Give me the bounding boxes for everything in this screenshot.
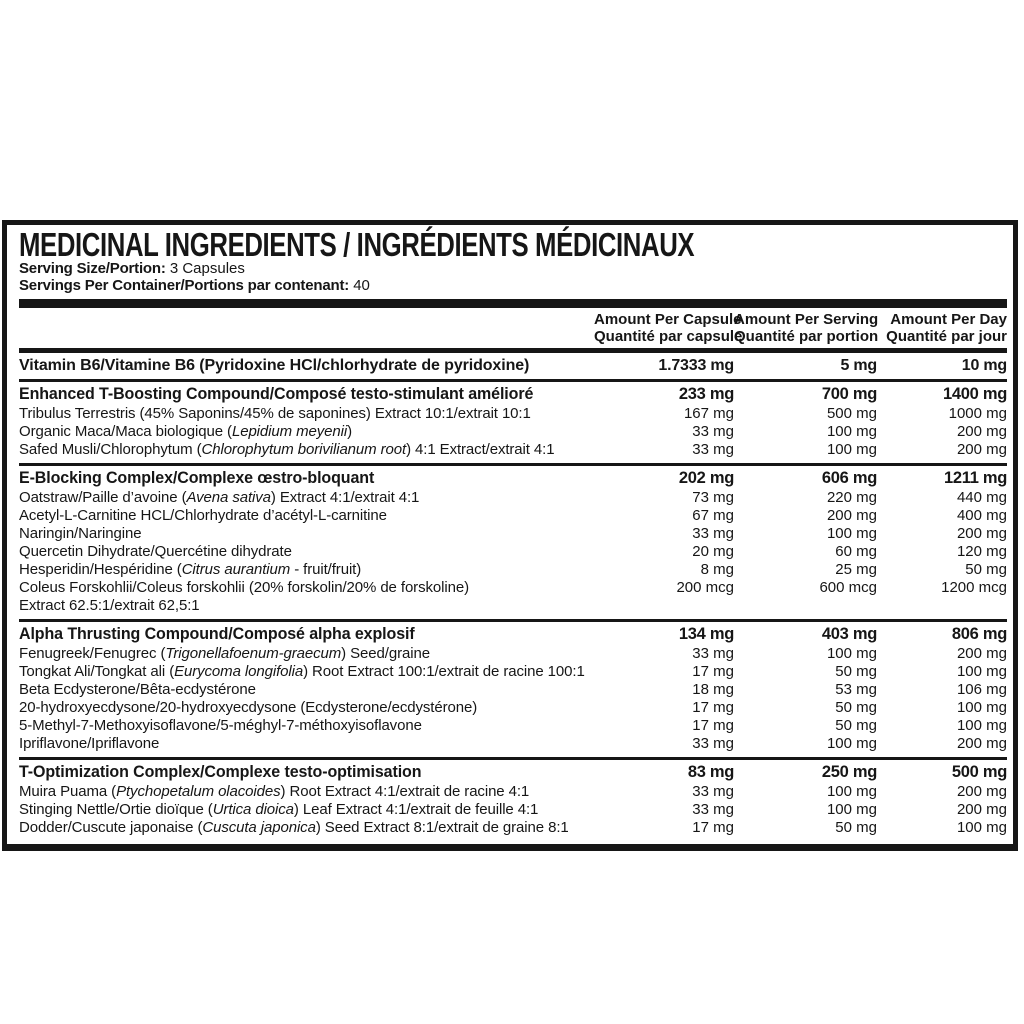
ingredient-row <box>19 441 1007 459</box>
amount-per-day: 100 mg <box>956 699 1007 716</box>
ingredient-name <box>19 681 594 699</box>
amount-per-capsule: 8 mg <box>700 561 734 578</box>
amount-per-capsule: 33 mg <box>692 645 734 662</box>
ingredient-name-text: Extract 62.5:1/extrait 62,5:1 <box>19 597 200 614</box>
ingredient-name-text: Alpha Thrusting Compound/Composé alpha explosif <box>19 625 415 643</box>
servings-per-container-label: Servings Per Container/Portions par contenant: <box>19 276 350 294</box>
ingredient-name-text: Tongkat Ali/Tongkat ali ( <box>19 663 175 680</box>
ingredient-name-text: Fenugreek/Fenugrec ( <box>19 645 166 662</box>
amount-per-day: 1000 mg <box>948 405 1007 422</box>
ingredient-name-text: 5-Methyl-7-Methoxyisoflavone/5-méghyl-7-méthoxyisoflavone <box>19 717 422 734</box>
ingredient-name-text: Safed Musli/Chlorophytum ( <box>19 441 202 458</box>
ingredient-latin-name: Chlorophytum borivilianum root <box>201 441 407 458</box>
ingredient-row <box>19 597 1007 615</box>
amount-per-capsule: 17 mg <box>692 717 734 734</box>
ingredient-section <box>19 623 1007 756</box>
section-divider <box>19 463 1007 466</box>
amount-per-day: 100 mg <box>956 819 1007 836</box>
ingredient-row <box>19 819 1007 837</box>
amount-per-capsule: 33 mg <box>692 423 734 440</box>
ingredient-row <box>19 625 1007 644</box>
divider-bar-thick <box>19 299 1007 308</box>
amount-per-serving: 50 mg <box>835 699 877 716</box>
amount-per-day: 1200 mcg <box>941 579 1007 596</box>
ingredient-row <box>19 663 1007 681</box>
ingredient-row <box>19 801 1007 819</box>
amount-per-serving: 200 mg <box>826 507 877 524</box>
ingredient-row <box>19 423 1007 441</box>
ingredient-name-text: ) Root Extract 4:1/extrait de racine 4:1 <box>280 783 530 800</box>
ingredient-name-text: Quercetin Dihydrate/Quercétine dihydrate <box>19 543 292 560</box>
ingredient-name-text: ) 4:1 Extract/extrait 4:1 <box>406 441 555 458</box>
amount-per-capsule: 167 mg <box>683 405 734 422</box>
panel-title: MEDICINAL INGREDIENTS / INGRÉDIENTS MÉDICINAUX <box>19 226 695 263</box>
amount-per-serving: 606 mg <box>821 469 877 487</box>
ingredient-latin-name: Ptychopetalum olacoides <box>116 783 281 800</box>
ingredient-name-text: Vitamin B6/Vitamine B6 (Pyridoxine HCl/chlorhydrate de pyridoxine) <box>19 357 530 374</box>
ingredient-section <box>19 467 1007 618</box>
ingredient-name-text: Hesperidin/Hespéridine ( <box>19 561 182 578</box>
amount-per-capsule: 134 mg <box>678 625 734 643</box>
amount-per-capsule: 33 mg <box>692 441 734 458</box>
ingredient-name-text: ) <box>347 423 352 440</box>
amount-per-capsule: 83 mg <box>687 763 734 781</box>
ingredient-name <box>19 663 594 681</box>
ingredient-row <box>19 507 1007 525</box>
ingredient-name-text: ) Extract 4:1/extrait 4:1 <box>270 489 420 506</box>
amount-per-capsule: 18 mg <box>692 681 734 698</box>
servings-per-container-line <box>19 278 1007 295</box>
ingredient-name <box>19 735 594 753</box>
medicinal-ingredients-panel <box>2 220 1018 851</box>
amount-per-day: 200 mg <box>956 441 1007 458</box>
ingredient-latin-name: Citrus aurantium <box>181 561 291 578</box>
ingredient-row <box>19 405 1007 423</box>
amount-per-serving: 220 mg <box>826 489 877 506</box>
section-divider <box>19 757 1007 760</box>
ingredient-name <box>19 717 594 735</box>
ingredient-row <box>19 645 1007 663</box>
ingredient-name <box>19 625 577 644</box>
serving-size-line <box>19 261 1007 278</box>
amount-per-serving: 50 mg <box>835 819 877 836</box>
ingredient-name <box>19 441 594 459</box>
ingredient-name <box>19 385 577 404</box>
ingredient-latin-name: Cuscuta japonica <box>202 819 316 836</box>
ingredient-name-text: ) Leaf Extract 4:1/extrait de feuille 4:1 <box>293 801 539 818</box>
amount-per-day: 200 mg <box>956 423 1007 440</box>
amount-per-day: 1400 mg <box>943 385 1007 403</box>
ingredient-row <box>19 385 1007 404</box>
amount-per-day: 200 mg <box>956 525 1007 542</box>
ingredient-name <box>19 489 594 507</box>
amount-per-day: 200 mg <box>956 801 1007 818</box>
amount-per-day: 10 mg <box>961 357 1007 374</box>
ingredient-name <box>19 405 594 423</box>
column-header-per-capsule: Amount Per Capsule Quantité par capsule <box>594 311 743 345</box>
amount-per-day: 440 mg <box>956 489 1007 506</box>
ingredient-name <box>19 645 594 663</box>
ingredient-name-text: ) Root Extract 100:1/extrait de racine 100:1 <box>303 663 585 680</box>
ingredient-name <box>19 525 594 543</box>
ingredient-name <box>19 763 577 782</box>
ingredient-name-text: ) Seed/graine <box>341 645 430 662</box>
amount-per-capsule: 33 mg <box>692 525 734 542</box>
amount-per-day: 120 mg <box>956 543 1007 560</box>
ingredient-row <box>19 489 1007 507</box>
ingredient-row <box>19 783 1007 801</box>
amount-per-day: 106 mg <box>956 681 1007 698</box>
amount-per-serving: 403 mg <box>821 625 877 643</box>
amount-per-capsule: 1.7333 mg <box>658 357 734 374</box>
section-divider <box>19 619 1007 622</box>
amount-per-day: 100 mg <box>956 663 1007 680</box>
amount-per-serving: 700 mg <box>821 385 877 403</box>
amount-per-capsule: 17 mg <box>692 699 734 716</box>
ingredient-name-text: Stinging Nettle/Ortie dioïque ( <box>19 801 213 818</box>
ingredient-name-text: Ipriflavone/Ipriflavone <box>19 735 160 752</box>
ingredient-row <box>19 561 1007 579</box>
ingredient-name <box>19 469 577 488</box>
amount-per-capsule: 33 mg <box>692 735 734 752</box>
ingredient-name-text: Dodder/Cuscute japonaise ( <box>19 819 203 836</box>
amount-per-capsule: 200 mcg <box>676 579 734 596</box>
serving-size-value: 3 Capsules <box>169 260 245 277</box>
amount-per-capsule: 67 mg <box>692 507 734 524</box>
amount-per-day: 500 mg <box>951 763 1007 781</box>
ingredient-name-text: Enhanced T-Boosting Compound/Composé testo-stimulant amélioré <box>19 385 534 403</box>
ingredient-name <box>19 356 594 376</box>
amount-per-day: 806 mg <box>951 625 1007 643</box>
amount-per-serving: 50 mg <box>835 663 877 680</box>
ingredient-row <box>19 763 1007 782</box>
ingredient-latin-name: Urtica dioica <box>212 801 294 818</box>
amount-per-serving: 5 mg <box>840 357 877 374</box>
amount-per-day: 400 mg <box>956 507 1007 524</box>
ingredient-row <box>19 681 1007 699</box>
amount-per-serving: 500 mg <box>826 405 877 422</box>
section-divider <box>19 379 1007 382</box>
ingredient-name-text: - fruit/fruit) <box>290 561 362 578</box>
ingredient-row <box>19 579 1007 597</box>
ingredient-table <box>19 353 1007 840</box>
amount-per-serving: 100 mg <box>826 801 877 818</box>
column-headers <box>19 308 1007 348</box>
amount-per-day: 1211 mg <box>943 469 1007 487</box>
ingredient-name-text: Naringin/Naringine <box>19 525 142 542</box>
amount-per-serving: 100 mg <box>826 423 877 440</box>
amount-per-serving: 100 mg <box>826 735 877 752</box>
ingredient-name-text: Tribulus Terrestris (45% Saponins/45% de saponines) Extract 10:1/extrait 10:1 <box>19 405 531 422</box>
amount-per-serving: 60 mg <box>835 543 877 560</box>
ingredient-name-text: Muira Puama ( <box>19 783 117 800</box>
amount-per-capsule: 73 mg <box>692 489 734 506</box>
ingredient-row <box>19 543 1007 561</box>
column-header-per-day: Amount Per Day Quantité par jour <box>886 311 1007 345</box>
ingredient-name <box>19 579 594 597</box>
amount-per-serving: 50 mg <box>835 717 877 734</box>
ingredient-row <box>19 353 1007 378</box>
amount-per-capsule: 17 mg <box>692 663 734 680</box>
amount-per-serving: 100 mg <box>826 441 877 458</box>
ingredient-name <box>19 783 594 801</box>
ingredient-name-text: T-Optimization Complex/Complexe testo-optimisation <box>19 763 422 781</box>
amount-per-serving: 53 mg <box>835 681 877 698</box>
ingredient-name <box>19 543 594 561</box>
amount-per-capsule: 17 mg <box>692 819 734 836</box>
ingredient-row <box>19 469 1007 488</box>
ingredient-section <box>19 761 1007 840</box>
ingredient-name <box>19 561 594 579</box>
amount-per-capsule: 20 mg <box>692 543 734 560</box>
amount-per-serving: 25 mg <box>835 561 877 578</box>
ingredient-name-text: Beta Ecdysterone/Bêta-ecdystérone <box>19 681 256 698</box>
ingredient-latin-name: Eurycoma longifolia <box>174 663 304 680</box>
ingredient-name <box>19 801 594 819</box>
amount-per-serving: 100 mg <box>826 783 877 800</box>
amount-per-capsule: 33 mg <box>692 801 734 818</box>
ingredient-name-text: Organic Maca/Maca biologique ( <box>19 423 232 440</box>
serving-size-label: Serving Size/Portion: <box>19 260 166 277</box>
ingredient-name-text: 20-hydroxyecdysone/20-hydroxyecdysone (Ecdysterone/ecdystérone) <box>19 699 478 716</box>
ingredient-row <box>19 525 1007 543</box>
ingredient-name-text: Oatstraw/Paille d’avoine ( <box>19 489 187 506</box>
ingredient-name-text: Acetyl-L-Carnitine HCL/Chlorhydrate d’acétyl-L-carnitine <box>19 507 387 524</box>
ingredient-name-text: Coleus Forskohlii/Coleus forskohlii (20% forskolin/20% de forskoline) <box>19 579 469 596</box>
amount-per-day: 100 mg <box>956 717 1007 734</box>
ingredient-latin-name: Lepidium meyenii <box>231 423 348 440</box>
amount-per-day: 50 mg <box>965 561 1007 578</box>
amount-per-serving: 250 mg <box>821 763 877 781</box>
ingredient-row <box>19 717 1007 735</box>
ingredient-name <box>19 699 594 717</box>
amount-per-serving: 600 mcg <box>819 579 877 596</box>
ingredient-section <box>19 383 1007 462</box>
ingredient-name <box>19 819 594 837</box>
ingredient-name-text: ) Seed Extract 8:1/extrait de graine 8:1 <box>315 819 569 836</box>
amount-per-serving: 100 mg <box>826 645 877 662</box>
amount-per-day: 200 mg <box>956 783 1007 800</box>
amount-per-capsule: 233 mg <box>678 385 734 403</box>
amount-per-capsule: 33 mg <box>692 783 734 800</box>
ingredient-row <box>19 699 1007 717</box>
ingredient-name-text: E-Blocking Complex/Complexe œstro-bloquant <box>19 469 375 487</box>
ingredient-name <box>19 423 594 441</box>
servings-per-container-value: 40 <box>353 276 370 294</box>
ingredient-row <box>19 735 1007 753</box>
amount-per-day: 200 mg <box>956 735 1007 752</box>
amount-per-day: 200 mg <box>956 645 1007 662</box>
column-header-per-serving: Amount Per Serving Quantité par portion <box>734 311 879 345</box>
amount-per-serving: 100 mg <box>826 525 877 542</box>
ingredient-latin-name: Trigonellafoenum-graecum <box>165 645 342 662</box>
ingredient-latin-name: Avena sativa <box>186 489 271 506</box>
ingredient-name <box>19 597 594 615</box>
amount-per-capsule: 202 mg <box>678 469 734 487</box>
ingredient-name <box>19 507 594 525</box>
